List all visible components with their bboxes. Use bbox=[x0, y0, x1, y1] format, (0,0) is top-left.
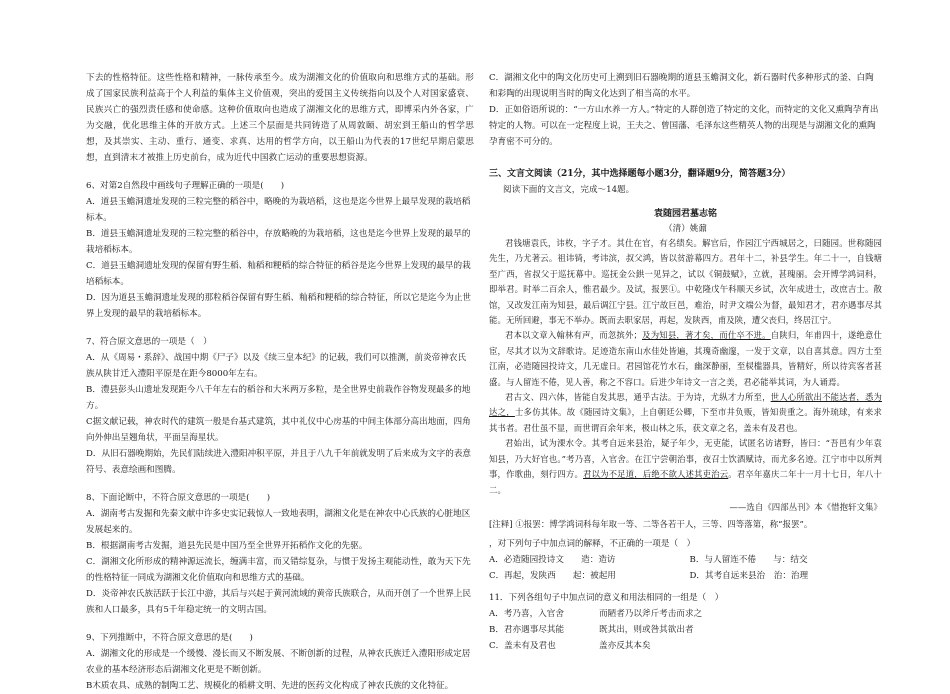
options-grid bbox=[489, 606, 882, 654]
article-author: （清）姚鼐 bbox=[664, 224, 707, 234]
question-7 bbox=[86, 334, 474, 478]
plain-text: 君本以文章入翰林有声，而忽摈外； bbox=[505, 330, 643, 341]
article-paragraph-1: 君钱塘袁氏，讳枚，字子才。其仕在官，有名绩矣。解官后，作园江宁西城居之，曰随园。世称随园先生，乃尤著云。祖讳锜，考讳滨，叔父鸿，皆以贫游幕四方。君年十二，补县学生。年二十一，自钱塘至广西，省叔父于巡抚幕中。巡抚金公鉷一见异之，试以《铜鼓赋》，立就，甚瑰丽。会开博学鸿词科，即举君。时举二百余人，惟君最少。及试，报罢①。中乾隆戊午科顺天乡试，次年成进士，改庶吉士。散馆，又改发江南为知县，最后调江宁县。江宁故巨邑，难治，时尹文端公为督，最知君才，君亦遇事尽其能。无所回避，事无不举办。既而去职家居，再起，发陕西，甫及陕，遭父丧归，终居江宁。 bbox=[489, 238, 882, 326]
option-a: A．从《周易・系辞》、战国中期《尸子》以及《续三皇本纪》的记载，我们可以推测，前炎帝神农氏族从陕甘迁入澧阳平原是在距今8000年左右。 bbox=[86, 353, 467, 379]
option-d: D．其考自远来县治 治：治理 bbox=[689, 570, 809, 581]
option-b: B．道县玉蟾洞遗址发现的三粒完整的稻谷中，存放略晚的为栽培稻，这也是迄今世界上发现的最早的栽培稻标本。 bbox=[86, 229, 471, 255]
option-b: B．根据湖南考古发掘，道县先民是中国乃至全世界开拓稻作文化的先驱。 bbox=[86, 541, 368, 551]
option-d: D．炎帝神农氏族活跃于长江中游，其后与兴起于黄河流域的黄帝氏族联合，从而开创了一个世界上民族和人口最多，具有5千年稳定统一的文明古国。 bbox=[86, 589, 472, 615]
passage-ending: 下去的性格特征。这些性格和精神，一脉传承至今。成为湖湘文化的价值取向和思维方式的基础。形成了国家民族利益高于个人利益的集体主义价值观，突出的爱国主义传统指向以及个人对国家盛衰、民族兴亡的强烈责任感和使命感。这种价值取向也造成了湖湘文化的思维方式，即博采内外各家，广为交融，优化思维主体的开放方式。上述三个层面是共同铸造了从周敦颐、胡宏到王船山的哲学思想，及其崇实、主动、重行、通变、求真、达用的哲学方向，以王船山为代表的17世纪早期启蒙思想，直到清末才被推上历史前台，成为近代中国救亡运动的重要思想资源。 bbox=[86, 73, 474, 163]
option-a: A．湖湘文化的形成是一个缓慢、漫长而又不断发展、不断创新的过程，从神农氏族迁入澧阳形成定居农业的基本经济形态后湖湘文化更是不断创新。 bbox=[86, 649, 471, 675]
q9-option-d: D．正如俗语所说的：“一方山水养一方人。”特定的人群创造了特定的文化，而特定的文化又熏陶孕育出特定的人物。可以在一定程度上说，王夫之、曾国藩、毛泽东这些精英人物的出现是与湖湘文化的熏陶孕育密不可分的。 bbox=[489, 105, 879, 147]
question-stem: 7、符合原文意思的一项是（ ） bbox=[86, 337, 212, 347]
plain-text: 君始出，试为溧水令。其考自远来县治，疑子年少，无吏能，试匿名访诸野，皆曰：“吾邑有少年袁知县，乃大好官也。”考乃喜，入官舍。在江宁尝朝治事，夜召士饮酒赋诗，而尤多名迹。江宁市中以所判事，作歌曲，刻行四方。 bbox=[489, 438, 882, 480]
question-stem: 11．下列各组句子中加点词的意义和用法相同的一组是（ ） bbox=[489, 592, 724, 603]
article-source: ——选自《四部丛刊》本《惜抱轩文集》 bbox=[729, 501, 882, 512]
question-8 bbox=[86, 490, 474, 618]
question-10 bbox=[489, 536, 882, 584]
option-c: C据文献记载，神农时代的建筑一般是台基式建筑，其中礼仪中心房基的中间主体部分高出地面，四角向外伸出呈翘角状，平面呈海星状。 bbox=[86, 417, 471, 443]
plain-text: 。君卒年嘉庆二年十一月十七日，年八十二。 bbox=[489, 469, 882, 495]
option-a: A．湖南考古发掘和先秦文献中许多史实记载惊人一致地表明，湖湘文化是在神农中心氏族的心脏地区发展起来的。 bbox=[86, 509, 471, 535]
section-instruction: 阅读下面的文言文，完成～14题。 bbox=[503, 185, 635, 195]
article-paragraph-3 bbox=[489, 390, 882, 436]
option-a: A．道县玉蟾洞遗址发现的三粒完整的稻谷中，略晚的为栽培稻，这也是迄今世界上最早发现的栽培稻标本。 bbox=[86, 197, 471, 223]
options-grid bbox=[489, 552, 882, 584]
article-title: 袁随园君墓志铭 bbox=[653, 209, 717, 219]
option-d: D．因为道县玉蟾洞遗址发现的那粒稻谷保留有野生稻、籼稻和粳稻的综合特征，所以它是迄今为止世界上发现的最早的栽培稻标本。 bbox=[86, 293, 472, 319]
question-stem: 8、下面论断中，不符合原文意思的一项是( ) bbox=[86, 493, 271, 503]
question-stem: 9、下列推断中，不符合原文意思的是( ) bbox=[86, 633, 253, 643]
question-9 bbox=[86, 630, 474, 694]
option-d: D．从旧石器晚期始，先民们陆续进入澧阳冲积平原，并且于八九千年前就发明了后来成为文字的表意符号、表意绘画和图腾。 bbox=[86, 449, 472, 475]
article-paragraph-4 bbox=[489, 436, 882, 498]
option-a-left: A．考乃喜，入官舍 bbox=[489, 608, 564, 619]
question-stem: ，对下列句子中加点词的解释，不正确的一项是（ ） bbox=[489, 538, 696, 549]
plain-text: 士多仿其体。故《随园诗文集》，上自朝廷公卿，下至市井负贩，皆知贵重之。海外琉球，有来求其书者。君仕虽不显，而世谓百余年来，极山林之乐，获文章之名，盖未有及君也。 bbox=[489, 407, 882, 433]
question-6 bbox=[86, 178, 474, 322]
plain-text: 君古文、四六体，皆能自发其思，通乎古法。于为诗，尤纵才力所至， bbox=[505, 392, 771, 403]
option-b: B．澧县彭头山遗址发现距今八千年左右的稻谷和大米两万多粒，是全世界史前栽作谷物发现最多的地方。 bbox=[86, 385, 471, 411]
q9-option-c: C．湖湘文化中的陶文化历史可上溯到旧石器晚期的道县玉蟾洞文化，新石器时代多种形式的釜、白陶和彩陶的出现说明当时的陶文化达到了相当高的水平。 bbox=[489, 73, 874, 99]
article-paragraph-2 bbox=[489, 328, 882, 390]
left-column bbox=[86, 70, 474, 694]
option-b: B木质农具、成熟的制陶工艺、规模化的稻耕文明、先进的医药文化构成了神农氏族的文化特征。 bbox=[86, 681, 454, 691]
underlined-sentence: 君以为不足道，后绝不欲人述其吏治云 bbox=[583, 469, 729, 480]
option-c: C．湖湘文化所形成的精神源远流长，缠满丰富，而又错综复杂，与惯于发扬主观能动性，敢为天下先的性格特征一同成为湖湘文化价值取向和思维方式的基础。 bbox=[86, 557, 471, 583]
option-c-left: C．盖未有及君也 bbox=[489, 640, 556, 651]
footnote: [注释] ①报罢：博学鸿词科每年取一等、二等各若干人，三等、四等落第，称“报罢”。 bbox=[489, 518, 813, 529]
option-b: B．与人留连不倦 与：结交 bbox=[689, 554, 808, 565]
option-c: C．再起，发陕西 起：被起用 bbox=[489, 570, 616, 581]
plain-text: 自陕归，年甫四十，遂绝意仕宦，尽其才以为文辞歌诗。足迹造东南山水佳处皆遍，其瑰奇幽邃，一发于文章，以自喜其意。四方士至江南，必造随园投诗文，几无虚日。君园馆花竹水石，幽深静丽，至棂槛器具，皆精好，所以待宾客者甚盛。与人留连不倦，见人善，称之不容口。后进少年诗文一言之美，君必能举其词，为人诵焉。 bbox=[489, 330, 882, 387]
option-a: A．必造随园投诗文 造：造访 bbox=[489, 554, 616, 565]
section-title: 三、文言文阅读（21分，其中选择题每小题3分，翻译题9分，简答题3分） bbox=[489, 169, 791, 179]
option-c: C．道县玉蟾洞遗址发现的保留有野生稻、籼稻和粳稻的综合特征的稻谷是迄今世界上发现的最早的栽培稻标本。 bbox=[86, 261, 471, 287]
underlined-sentence: 及为知县，著才矣，而仕卒不进。 bbox=[642, 330, 771, 341]
option-a-right: 而陋者乃以斧斤考击而求之 bbox=[599, 608, 703, 619]
question-11 bbox=[489, 590, 882, 654]
option-b-right: 既其出，则或咎其欲出者 bbox=[599, 624, 694, 635]
option-b-left: B．君亦遇事尽其能 bbox=[489, 624, 565, 635]
right-column bbox=[489, 70, 882, 654]
option-c-right: 盖亦反其本矣 bbox=[599, 640, 651, 651]
question-stem: 6、对第2自然段中画线句子理解正确的一项是( ) bbox=[86, 181, 285, 191]
underlined-sentence: 世人心所欲出不能达者，悉为达之， bbox=[489, 392, 882, 418]
